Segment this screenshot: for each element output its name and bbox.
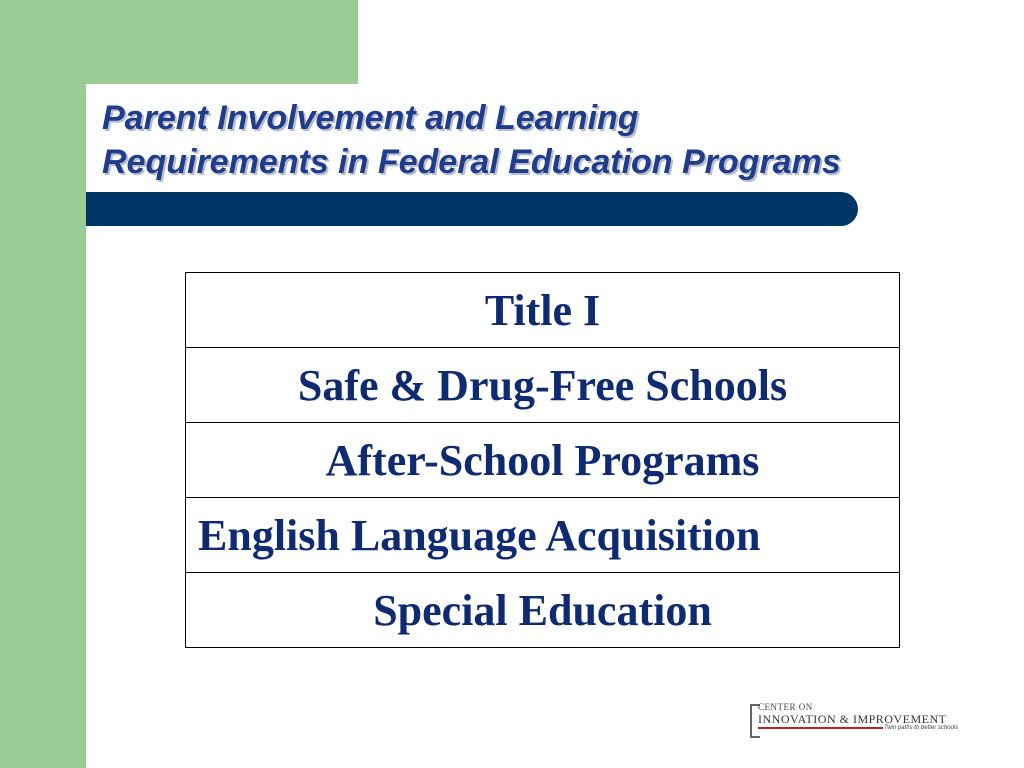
table-row [186,498,900,573]
center-on-innovation-logo [748,702,963,738]
programs-table [185,272,900,648]
program-cell-special-education: Special Education [186,573,900,648]
left-green-band [0,0,86,768]
program-cell-english-language-acquisition: English Language Acquisition [186,498,900,573]
title-underline-bar [86,192,858,226]
logo-center-label: CENTER ON [758,702,813,712]
logo-underline [758,727,883,729]
slide-title [102,96,1002,184]
slide-title-line-1: Parent Involvement and Learning [102,99,639,137]
program-cell-after-school-programs: After-School Programs [186,423,900,498]
program-cell-safe-drug-free-schools: Safe & Drug-Free Schools [186,348,900,423]
table-row [186,273,900,348]
logo-name: INNOVATION & IMPROVEMENT [758,712,947,726]
table-row [186,423,900,498]
top-green-band [86,0,358,84]
program-cell-title-i: Title I [186,273,900,348]
table-row [186,348,900,423]
slide-title-line-2: Requirements in Federal Education Programs [102,143,841,181]
table-row [186,573,900,648]
logo-tagline: Twin paths to better schools [884,725,959,731]
